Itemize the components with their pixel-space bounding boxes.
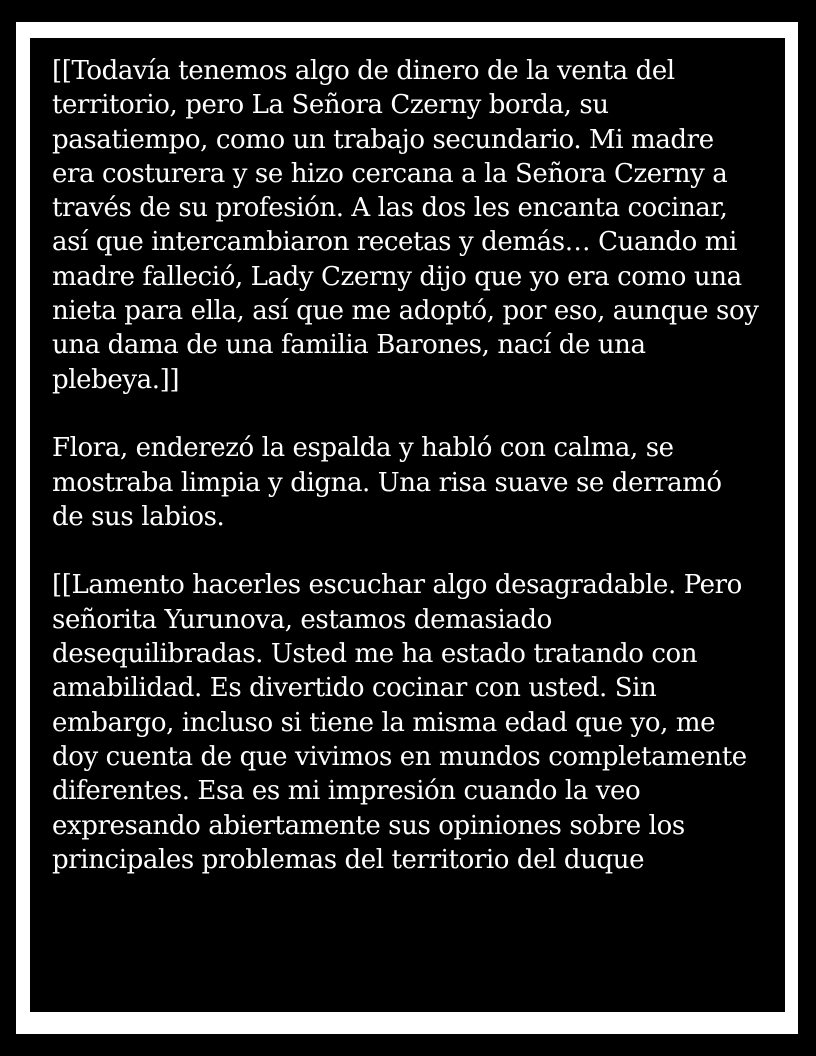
text-line: amabilidad. Es divertido cocinar con usted. Sin bbox=[52, 673, 657, 704]
text-line: desequilibradas. Usted me ha estado tratando con bbox=[52, 639, 698, 670]
text-line: territorio, pero La Señora Czerny borda, su bbox=[52, 90, 609, 121]
text-line: madre falleció, Lady Czerny dijo que yo era como una bbox=[52, 261, 742, 292]
text-line: través de su profesión. A las dos les encanta cocinar, bbox=[52, 193, 728, 224]
text-line: principales problemas del territorio del duque bbox=[52, 844, 645, 875]
text-line: así que intercambiaron recetas y demás… Cuando mi bbox=[52, 227, 737, 258]
paragraph-3 bbox=[52, 568, 772, 877]
text-line: doy cuenta de que vivimos en mundos completamente bbox=[52, 741, 747, 772]
text-line: Flora, enderezó la espalda y habló con calma, se bbox=[52, 433, 674, 464]
text-line: una dama de una familia Barones, nací de una bbox=[52, 330, 646, 361]
text-line: plebeya.]] bbox=[52, 364, 180, 395]
text-line: de sus labios. bbox=[52, 501, 225, 532]
text-line: embargo, incluso si tiene la misma edad que yo, me bbox=[52, 707, 716, 738]
text-line: pasatiempo, como un trabajo secundario. Mi madre bbox=[52, 124, 714, 155]
text-line: expresando abiertamente sus opiniones sobre los bbox=[52, 810, 685, 841]
paragraph-1 bbox=[52, 54, 772, 397]
text-line: nieta para ella, así que me adoptó, por eso, aunque soy bbox=[52, 296, 759, 327]
text-line: [[Todavía tenemos algo de dinero de la venta del bbox=[52, 56, 675, 86]
text-line: señorita Yurunova, estamos demasiado bbox=[52, 604, 552, 635]
paragraph-2 bbox=[52, 431, 772, 534]
text-line: era costurera y se hizo cercana a la Señora Czerny a bbox=[52, 158, 728, 189]
text-line: mostraba limpia y digna. Una risa suave se derramó bbox=[52, 467, 722, 498]
text-line: diferentes. Esa es mi impresión cuando la veo bbox=[52, 776, 641, 807]
text-line: [[Lamento hacerles escuchar algo desagradable. Pero bbox=[52, 570, 742, 601]
story-text bbox=[52, 54, 772, 877]
